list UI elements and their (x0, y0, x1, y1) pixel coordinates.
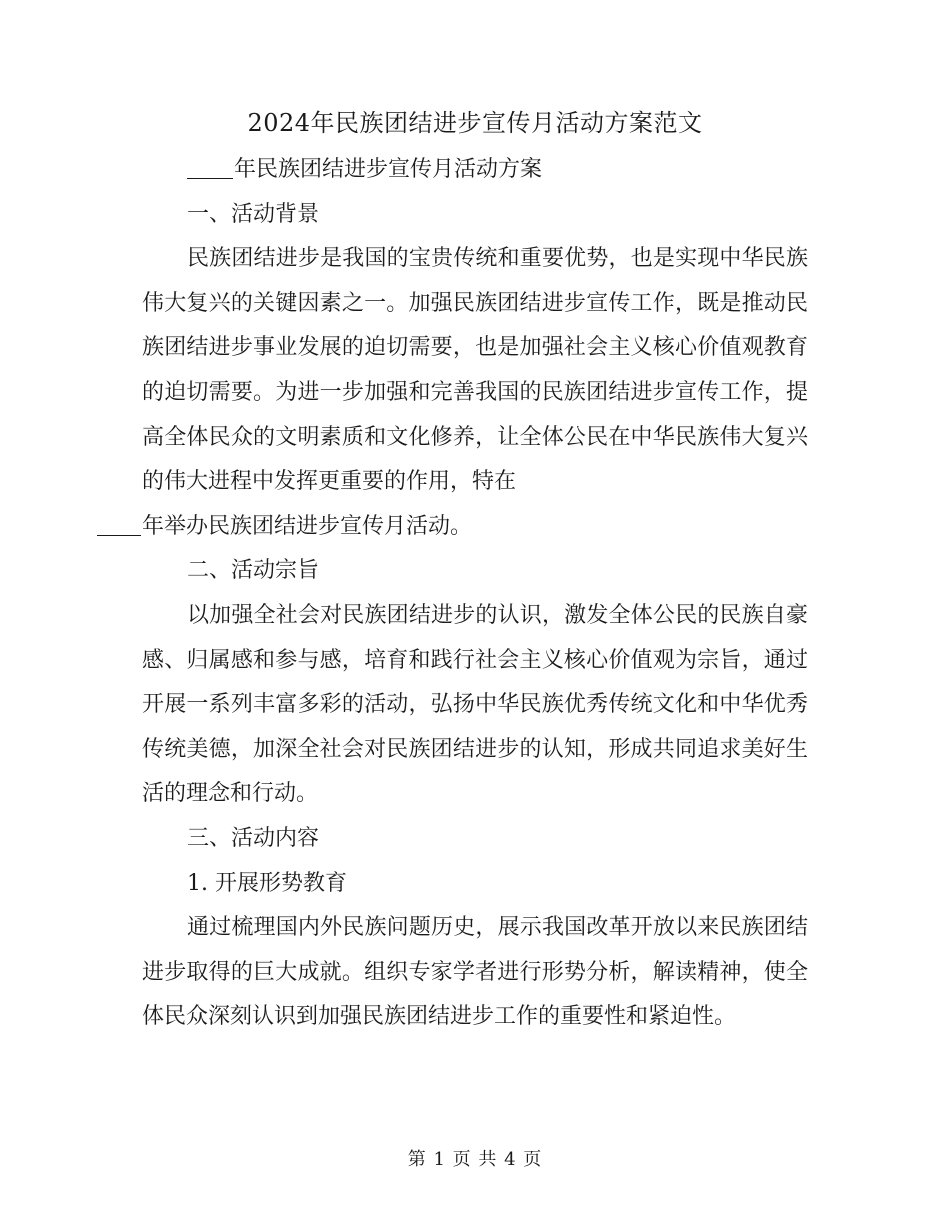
background-paragraph-text: 民族团结进步是我国的宝贵传统和重要优势，也是实现中华民族伟大复兴的关键因素之一。加强民族团结进步宣传工作，既是推动民族团结进步事业发展的迫切需要，也是加强社会主义核心价值观教育的迫切需要。为进一步加强和完善我国的民族团结进步宣传工作，提高全体民众的文明素质和文化修养，让全体公民在中华民族伟大复兴的伟大进程中发挥更重要的作用，特在 (142, 246, 808, 495)
purpose-paragraph: 以加强全社会对民族团结进步的认识，激发全体公民的民族自豪感、归属感和参与感，培育和践行社会主义核心价值观为宗旨，通过开展一系列丰富多彩的活动，弘扬中华民族优秀传统文化和中华优秀传统美德，加深全社会对民族团结进步的认知，形成共同追求美好生活的理念和行动。 (142, 602, 808, 807)
document-body (142, 148, 808, 1040)
content-item-paragraph: 通过梳理国内外民族问题历史，展示我国改革开放以来民族团结进步取得的巨大成就。组织专家学者进行形势分析，解读精神，使全体民众深刻认识到加强民族团结进步工作的重要性和紧迫性。 (142, 915, 808, 1030)
fill-in-blank (187, 154, 233, 179)
section-heading-purpose: 二、活动宗旨 (187, 558, 320, 584)
section-heading-background: 一、活动背景 (187, 201, 320, 227)
background-paragraph (142, 237, 808, 549)
section-heading-content: 三、活动内容 (187, 825, 320, 851)
document-subtitle (142, 148, 808, 193)
subtitle-text: 年民族团结进步宣传月活动方案 (234, 157, 543, 182)
content-item-heading: 1. 开展形势教育 (187, 870, 347, 896)
background-paragraph-tail: 年举办民族团结进步宣传月活动。 (142, 513, 473, 539)
page-footer: 第 1 页 共 4 页 (407, 1149, 543, 1170)
fill-in-blank (97, 511, 141, 536)
document-title: 2024年民族团结进步宣传月活动方案范文 (247, 109, 703, 137)
